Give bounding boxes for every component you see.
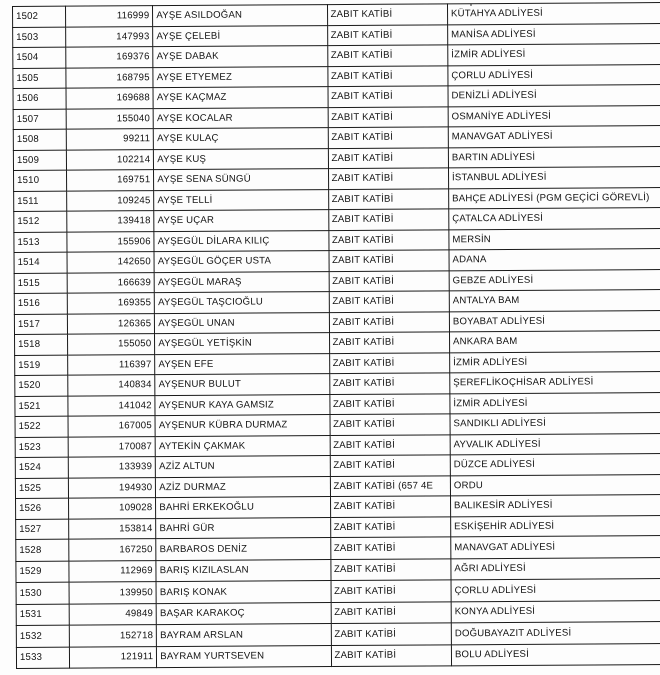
courthouse-cell: BAHÇE ADLİYESİ (PGM GEÇİCİ GÖREVLİ)	[449, 187, 660, 209]
registry-number-cell: 166639	[67, 272, 155, 293]
job-title-cell: ZABIT KATİBİ	[328, 229, 449, 250]
row-number-cell: 1503	[13, 27, 66, 48]
person-name-cell: BARIŞ KONAK	[156, 581, 330, 604]
registry-number-cell: 169688	[66, 88, 154, 109]
person-name-cell: AYŞE DABAK	[153, 46, 327, 68]
registry-number-cell: 170087	[68, 436, 156, 457]
row-number-cell: 1529	[16, 561, 69, 583]
registry-number-cell: 116397	[67, 354, 155, 375]
registry-number-cell: 126365	[67, 313, 155, 334]
courthouse-cell: KONYA ADLİYESİ	[451, 600, 660, 623]
row-number-cell: 1520	[15, 375, 68, 396]
registry-number-cell: 139418	[66, 211, 154, 232]
courthouse-cell: BALIKESİR ADLİYESİ	[450, 495, 660, 517]
registry-number-cell: 140834	[67, 375, 155, 396]
job-title-cell: ZABIT KATİBİ	[329, 250, 450, 271]
courthouse-cell: KÜTAHYA ADLİYESİ	[447, 3, 660, 25]
courthouse-cell: İZMİR ADLİYESİ	[450, 351, 660, 373]
person-name-cell: AYŞEGÜL TAŞCIOĞLU	[155, 292, 329, 314]
courthouse-cell: SANDIKLI ADLİYESİ	[450, 413, 660, 435]
registry-number-cell: 49849	[69, 603, 157, 625]
person-name-cell: AYŞE ÇELEBİ	[153, 25, 327, 47]
registry-number-cell: 109245	[66, 190, 154, 211]
row-number-cell: 1533	[16, 647, 69, 669]
courthouse-cell: ORDU	[450, 474, 660, 496]
courthouse-cell: GEBZE ADLİYESİ	[449, 269, 660, 291]
person-name-cell: AZİZ DURMAZ	[156, 476, 330, 498]
table-body	[13, 3, 660, 669]
job-title-cell: ZABIT KATİBİ	[328, 147, 449, 168]
courthouse-cell: BARTIN ADLİYESİ	[448, 146, 660, 168]
row-number-cell: 1528	[16, 539, 69, 561]
person-name-cell: BAYRAM ARSLAN	[157, 624, 331, 647]
registry-number-cell: 169376	[65, 47, 153, 68]
courthouse-cell: ADANA	[449, 249, 660, 271]
registry-number-cell: 152718	[69, 625, 157, 647]
row-number-cell: 1502	[13, 6, 66, 27]
registry-number-cell: 102214	[66, 149, 154, 170]
row-number-cell: 1509	[13, 150, 66, 171]
courthouse-cell: OSMANİYE ADLİYESİ	[448, 105, 660, 127]
courthouse-cell: DÜZCE ADLİYESİ	[450, 454, 660, 476]
person-name-cell: AYŞEGÜL DİLARA KILIÇ	[154, 230, 328, 252]
registry-number-cell: 153814	[68, 518, 156, 539]
person-name-cell: AYŞE KULAÇ	[154, 128, 328, 150]
row-number-cell: 1530	[16, 582, 69, 604]
courthouse-cell: AĞRI ADLİYESİ	[451, 557, 660, 580]
job-title-cell: ZABIT KATİBİ	[330, 558, 451, 580]
row-number-cell: 1521	[15, 396, 68, 417]
registry-number-cell: 133939	[68, 457, 156, 478]
person-name-cell: BAYRAM YURTSEVEN	[157, 645, 331, 668]
courthouse-cell: BOLU ADLİYESİ	[451, 643, 660, 666]
job-title-cell: ZABIT KATİBİ	[330, 455, 451, 476]
courthouse-cell: MANAVGAT ADLİYESİ	[451, 536, 660, 559]
registry-number-cell: 169355	[67, 293, 155, 314]
courthouse-cell: MANİSA ADLİYESİ	[448, 23, 660, 45]
person-name-cell: BAŞAR KARAKOÇ	[156, 602, 330, 625]
row-number-cell: 1517	[14, 314, 67, 335]
row-number-cell: 1508	[13, 129, 66, 150]
courthouse-cell: BOYABAT ADLİYESİ	[449, 310, 660, 332]
job-title-cell: ZABIT KATİBİ	[331, 580, 452, 602]
row-number-cell: 1510	[14, 170, 67, 191]
person-name-cell: AZİZ ALTUN	[156, 456, 330, 478]
registry-number-cell: 141042	[67, 395, 155, 416]
courthouse-cell: ÇATALCA ADLİYESİ	[449, 208, 660, 230]
registry-number-cell: 167005	[68, 416, 156, 437]
courthouse-cell: İSTANBUL ADLİYESİ	[448, 167, 660, 189]
registry-number-cell: 147993	[65, 26, 153, 47]
registry-number-cell: 194930	[68, 477, 156, 498]
courthouse-cell: MERSİN	[449, 228, 660, 250]
registry-number-cell: 168795	[65, 67, 153, 88]
row-number-cell: 1511	[14, 191, 67, 212]
job-title-cell: ZABIT KATİBİ (657 4E	[330, 475, 451, 496]
job-title-cell: ZABIT KATİBİ	[330, 414, 451, 435]
row-number-cell: 1514	[14, 252, 67, 273]
row-number-cell: 1507	[13, 109, 66, 130]
row-number-cell: 1518	[15, 334, 68, 355]
person-name-cell: BARBAROS DENİZ	[156, 538, 330, 561]
row-number-cell: 1522	[15, 416, 68, 437]
row-number-cell: 1526	[16, 498, 69, 519]
courthouse-cell: ANTALYA BAM	[449, 290, 660, 312]
person-name-cell: AYŞEGÜL GÖÇER USTA	[154, 251, 328, 273]
person-name-cell: AYŞE UÇAR	[154, 210, 328, 232]
row-number-cell: 1506	[13, 88, 66, 109]
person-name-cell: AYŞEGÜL UNAN	[155, 312, 329, 334]
row-number-cell: 1504	[13, 47, 66, 68]
courthouse-cell: İZMİR ADLİYESİ	[450, 392, 660, 414]
courthouse-cell: MANAVGAT ADLİYESİ	[448, 126, 660, 148]
registry-number-cell: 155040	[66, 108, 154, 129]
row-number-cell: 1531	[16, 604, 69, 626]
person-name-cell: AYŞE SENA SÜNGÜ	[154, 169, 328, 191]
registry-number-cell: 155906	[66, 231, 154, 252]
person-name-cell: AYŞE KAÇMAZ	[153, 87, 327, 109]
row-number-cell: 1532	[16, 625, 69, 647]
job-title-cell: ZABIT KATİBİ	[330, 516, 451, 537]
person-name-cell: BARIŞ KIZILASLAN	[156, 559, 330, 582]
row-number-cell: 1519	[15, 355, 68, 376]
person-name-cell: AYŞENUR BULUT	[155, 374, 329, 396]
job-title-cell: ZABIT KATİBİ	[331, 644, 452, 666]
registry-number-cell: 155050	[67, 334, 155, 355]
job-title-cell: ZABIT KATİBİ	[329, 393, 450, 414]
registry-number-cell: 121911	[69, 646, 157, 668]
person-name-cell: AYŞE ETYEMEZ	[153, 66, 327, 88]
row-number-cell: 1516	[14, 293, 67, 314]
row-number-cell: 1512	[14, 211, 67, 232]
person-name-cell: AYŞEGÜL MARAŞ	[154, 271, 328, 293]
courthouse-cell: DENİZLİ ADLİYESİ	[448, 85, 660, 107]
registry-number-cell: 99211	[66, 129, 154, 150]
job-title-cell: ZABIT KATİBİ	[327, 45, 448, 66]
job-title-cell: ZABIT KATİBİ	[330, 537, 451, 559]
job-title-cell: ZABIT KATİBİ	[327, 24, 448, 45]
job-title-cell: ZABIT KATİBİ	[331, 601, 452, 623]
row-number-cell: 1515	[14, 273, 67, 294]
person-name-cell: BAHRİ ERKEKOĞLU	[156, 497, 330, 519]
job-title-cell: ZABIT KATİBİ	[330, 434, 451, 455]
registry-number-cell: 109028	[68, 498, 156, 519]
job-title-cell: ZABIT KATİBİ	[329, 332, 450, 353]
registry-number-cell: 116999	[65, 6, 153, 27]
row-number-cell: 1525	[15, 478, 68, 499]
job-title-cell: ZABIT KATİBİ	[329, 373, 450, 394]
job-title-cell: ZABIT KATİBİ	[328, 168, 449, 189]
job-title-cell: ZABIT KATİBİ	[330, 496, 451, 517]
registry-number-cell: 139950	[69, 582, 157, 604]
job-title-cell: ZABIT KATİBİ	[331, 623, 452, 645]
job-title-cell: ZABIT KATİBİ	[329, 270, 450, 291]
job-title-cell: ZABIT KATİBİ	[328, 106, 449, 127]
row-number-cell: 1527	[16, 519, 69, 540]
job-title-cell: ZABIT KATİBİ	[328, 127, 449, 148]
courthouse-cell: ÇORLU ADLİYESİ	[451, 579, 660, 602]
person-name-cell: AYŞE KOCALAR	[153, 107, 327, 129]
row-number-cell: 1513	[14, 232, 67, 253]
person-name-cell: AYŞENUR KAYA GAMSIZ	[155, 394, 329, 416]
person-name-cell: AYŞE TELLİ	[154, 189, 328, 211]
job-title-cell: ZABIT KATİBİ	[327, 4, 448, 25]
courthouse-cell: AYVALIK ADLİYESİ	[450, 433, 660, 455]
job-title-cell: ZABIT KATİBİ	[328, 86, 449, 107]
person-name-cell: AYŞE KUŞ	[154, 148, 328, 170]
job-title-cell: ZABIT KATİBİ	[329, 291, 450, 312]
courthouse-cell: ÇORLU ADLİYESİ	[448, 64, 660, 86]
courthouse-cell: İZMİR ADLİYESİ	[448, 44, 660, 66]
row-number-cell: 1505	[13, 68, 66, 89]
job-title-cell: ZABIT KATİBİ	[328, 188, 449, 209]
person-name-cell: AYŞENUR KÜBRA DURMAZ	[155, 415, 329, 437]
person-name-cell: AYŞE ASILDOĞAN	[153, 5, 327, 27]
job-title-cell: ZABIT KATİBİ	[329, 352, 450, 373]
courthouse-cell: ANKARA BAM	[449, 331, 660, 353]
courthouse-cell: ŞEREFLİKOÇHİSAR ADLİYESİ	[450, 372, 660, 394]
row-number-cell: 1524	[15, 457, 68, 478]
person-name-cell: AYŞEN EFE	[155, 353, 329, 375]
table-row	[16, 643, 660, 668]
person-name-cell: AYŞEGÜL YETİŞKİN	[155, 333, 329, 355]
job-title-cell: ZABIT KATİBİ	[328, 209, 449, 230]
courthouse-cell: DOĞUBAYAZIT ADLİYESİ	[451, 622, 660, 645]
personnel-table	[12, 2, 660, 669]
person-name-cell: AYTEKİN ÇAKMAK	[155, 435, 329, 457]
registry-number-cell: 167250	[68, 539, 156, 561]
registry-number-cell: 142650	[67, 252, 155, 273]
registry-number-cell: 169751	[66, 170, 154, 191]
person-name-cell: BAHRİ GÜR	[156, 517, 330, 539]
job-title-cell: ZABIT KATİBİ	[327, 65, 448, 86]
job-title-cell: ZABIT KATİBİ	[329, 311, 450, 332]
courthouse-cell: ESKİŞEHİR ADLİYESİ	[451, 515, 660, 537]
row-number-cell: 1523	[15, 437, 68, 458]
registry-number-cell: 112969	[68, 560, 156, 582]
